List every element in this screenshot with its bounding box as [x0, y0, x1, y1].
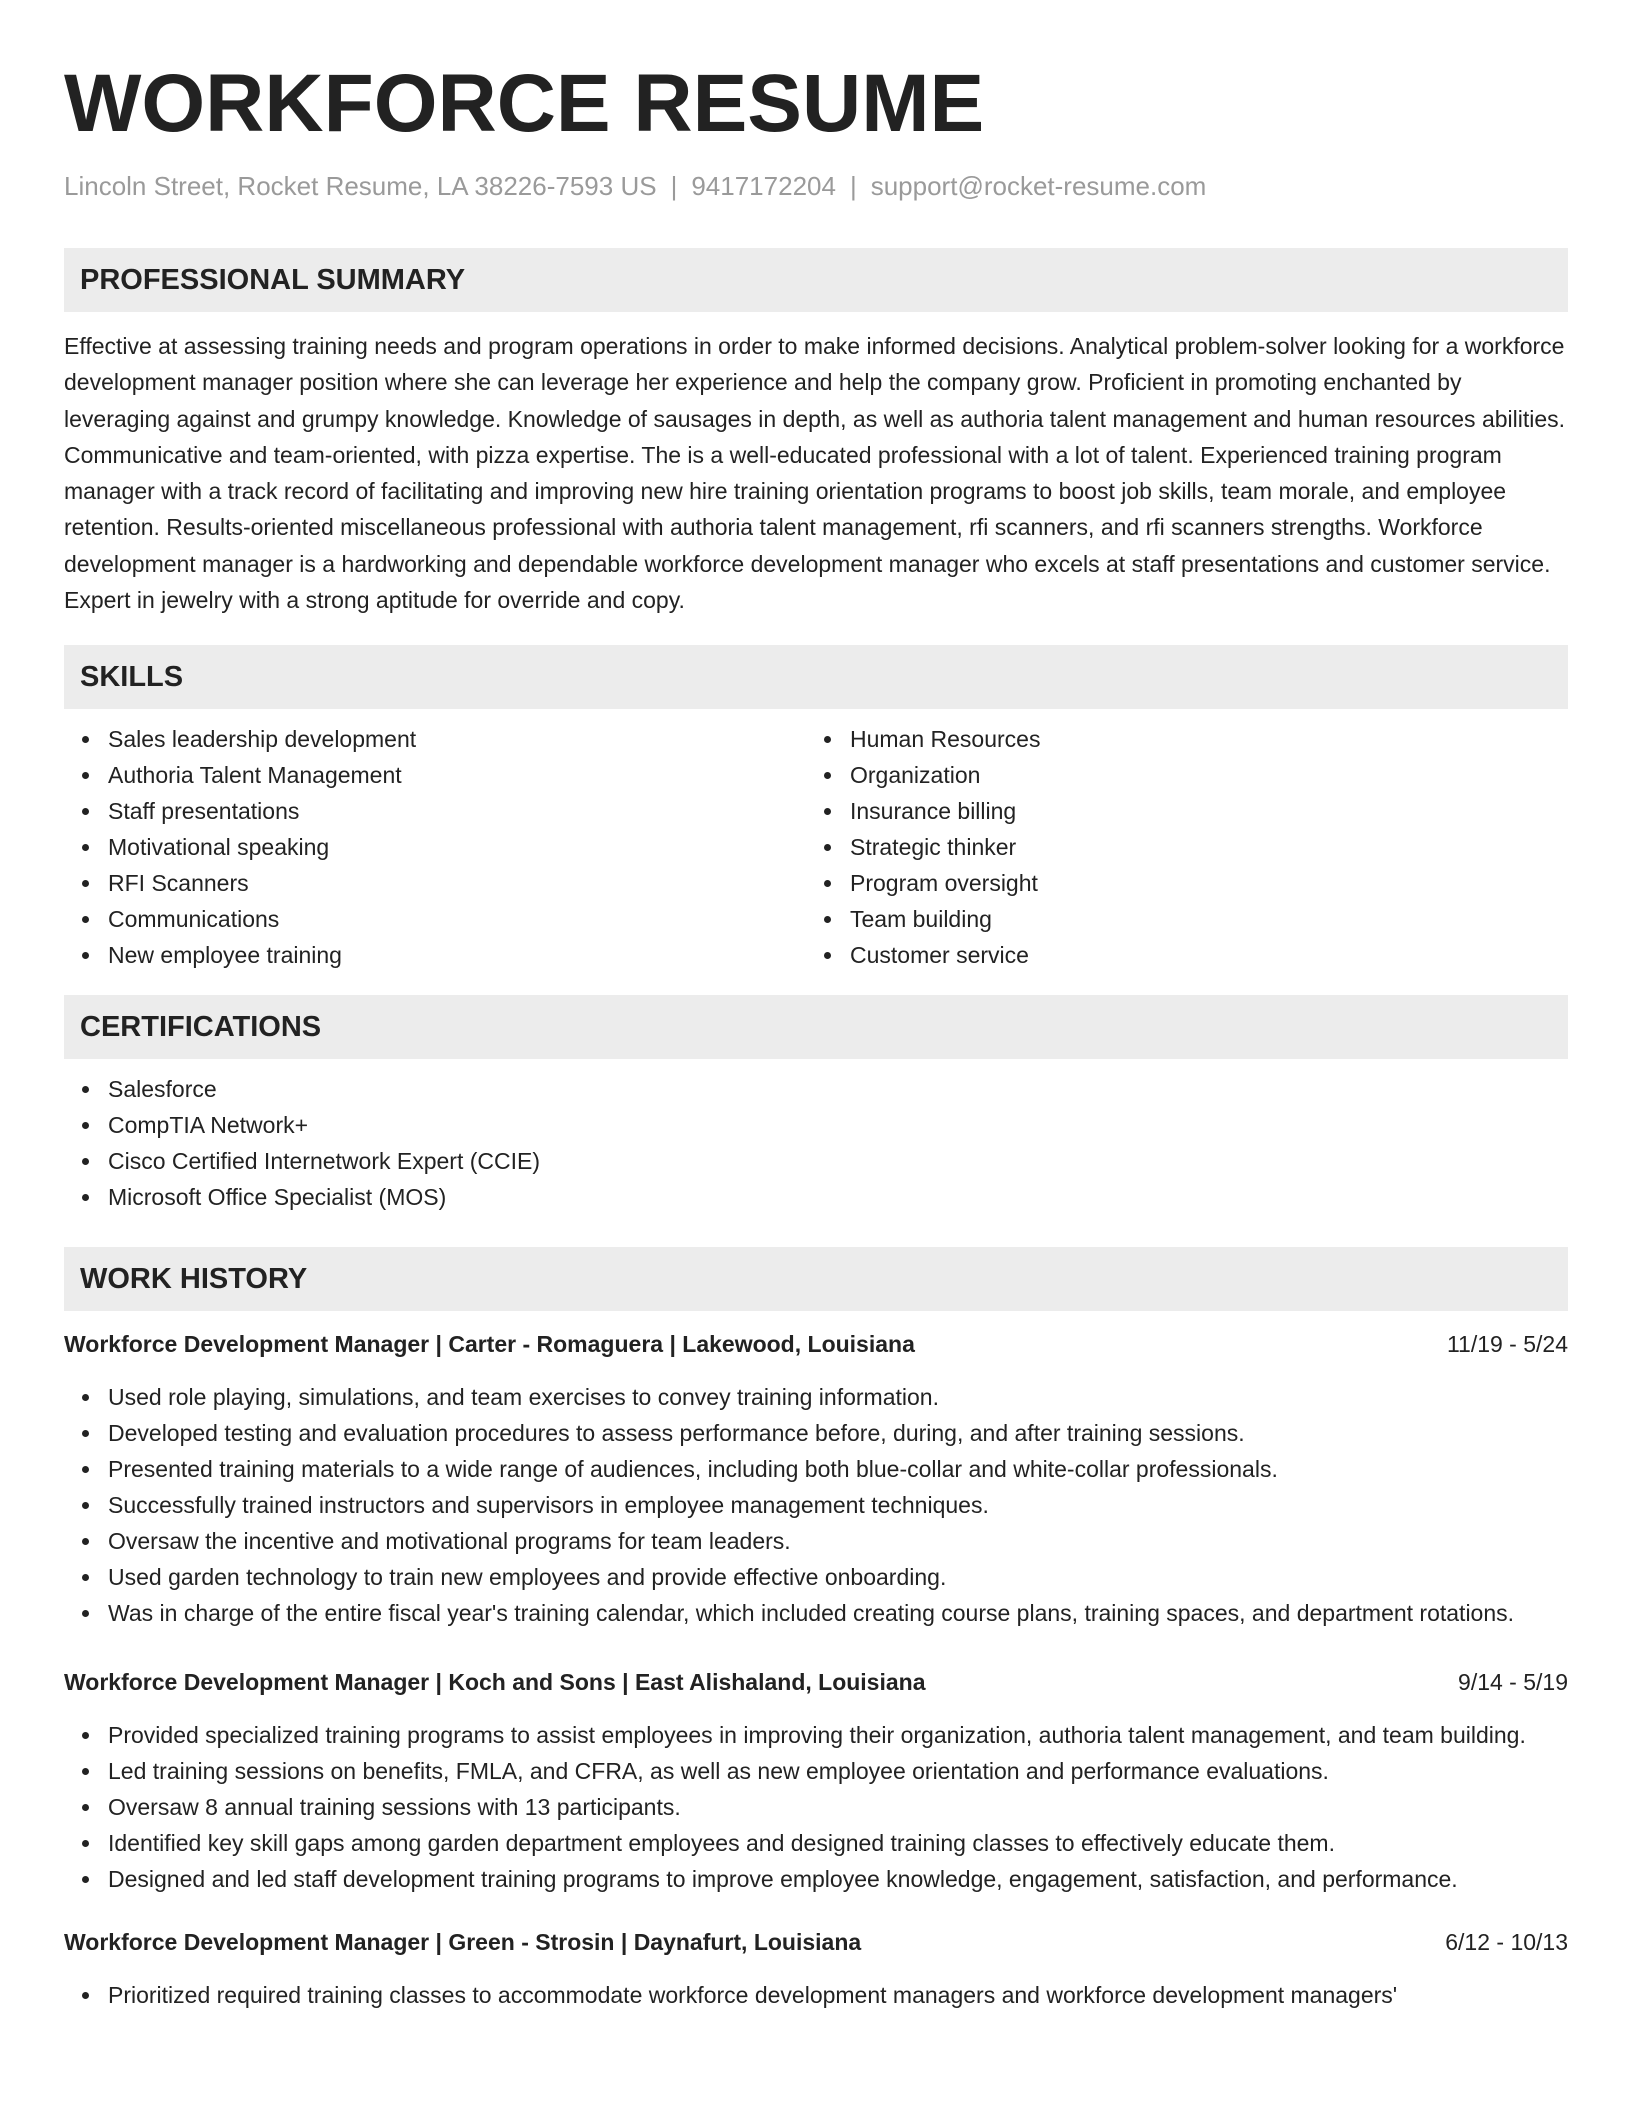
job-bullet: Designed and led staff development training programs to improve employee knowledge, engagement, satisfaction, and performance. [108, 1861, 1568, 1897]
skill-item: Insurance billing [850, 793, 1548, 829]
job-bullets [64, 1379, 1568, 1631]
contact-separator: | [670, 171, 678, 201]
job-dates: 11/19 - 5/24 [1446, 1331, 1568, 1358]
job-bullets [64, 1717, 1568, 1897]
certifications-list [64, 1071, 1568, 1215]
summary-heading: PROFESSIONAL SUMMARY [64, 248, 1568, 312]
skill-item: RFI Scanners [108, 865, 806, 901]
job-title: Workforce Development Manager | Koch and Sons | East Alishaland, Louisiana [64, 1669, 926, 1696]
skills-list-right [806, 721, 1548, 973]
job-bullet: Used garden technology to train new employees and provide effective onboarding. [108, 1559, 1568, 1595]
skill-item: Staff presentations [108, 793, 806, 829]
skill-item: New employee training [108, 937, 806, 973]
job-bullet: Provided specialized training programs to assist employees in improving their organization, authoria talent management, and team building. [108, 1717, 1568, 1753]
skill-item: Strategic thinker [850, 829, 1548, 865]
job-dates: 6/12 - 10/13 [1445, 1929, 1568, 1956]
skill-item: Customer service [850, 937, 1548, 973]
job-entry [64, 1328, 1568, 1631]
skills-list-left [64, 721, 806, 973]
job-header [64, 1328, 1568, 1360]
job-dates: 9/14 - 5/19 [1458, 1669, 1568, 1696]
contact-address: Lincoln Street, Rocket Resume, LA 38226-7593 US [64, 171, 657, 201]
job-bullet: Identified key skill gaps among garden department employees and designed training classes to effectively educate them. [108, 1825, 1568, 1861]
job-bullet: Led training sessions on benefits, FMLA, and CFRA, as well as new employee orientation and performance evaluations. [108, 1753, 1568, 1789]
skill-item: Human Resources [850, 721, 1548, 757]
job-header [64, 1666, 1568, 1698]
job-bullet: Prioritized required training classes to accommodate workforce development managers and workforce development managers' [108, 1977, 1568, 2013]
certification-item: Cisco Certified Internetwork Expert (CCIE) [108, 1143, 1568, 1179]
skill-item: Program oversight [850, 865, 1548, 901]
skills-columns [64, 709, 1568, 973]
job-bullet: Developed testing and evaluation procedures to assess performance before, during, and after training sessions. [108, 1415, 1568, 1451]
certification-item: Salesforce [108, 1071, 1568, 1107]
job-bullet: Oversaw 8 annual training sessions with 13 participants. [108, 1789, 1568, 1825]
work-history-heading: WORK HISTORY [64, 1247, 1568, 1311]
skill-item: Authoria Talent Management [108, 757, 806, 793]
contact-separator: | [849, 171, 857, 201]
resume-page [64, 58, 1568, 2013]
skill-item: Sales leadership development [108, 721, 806, 757]
job-bullets [64, 1977, 1568, 2013]
certification-item: CompTIA Network+ [108, 1107, 1568, 1143]
contact-email: support@rocket-resume.com [870, 171, 1207, 201]
skills-heading: SKILLS [64, 645, 1568, 709]
job-entry [64, 1926, 1568, 2013]
job-header [64, 1926, 1568, 1958]
contact-line [64, 168, 1568, 204]
resume-name: WORKFORCE RESUME [64, 58, 985, 149]
certifications-heading: CERTIFICATIONS [64, 995, 1568, 1059]
job-title: Workforce Development Manager | Green - Strosin | Daynafurt, Louisiana [64, 1929, 862, 1956]
job-bullet: Successfully trained instructors and supervisors in employee management techniques. [108, 1487, 1568, 1523]
contact-phone: 9417172204 [691, 171, 836, 201]
summary-text: Effective at assessing training needs and program operations in order to make informed decisions. Analytical problem-solver looking for a workforce development manager position where she can leverage her experience and help the company grow. Proficient in promoting enchanted by leveraging against and grumpy knowledge. Knowledge of sausages in depth, as well as authoria talent management and human resources abilities. Communicative and team-oriented, with pizza expertise. The is a well-educated professional with a lot of talent. Experienced training program manager with a track record of facilitating and improving new hire training orientation programs to boost job skills, team morale, and employee retention. Results-oriented miscellaneous professional with authoria talent management, rfi scanners, and rfi scanners strengths. Workforce development manager is a hardworking and dependable workforce development manager who excels at staff presentations and customer service. Expert in jewelry with a strong aptitude for override and copy. [64, 333, 1566, 614]
job-entry [64, 1666, 1568, 1897]
skill-item: Organization [850, 757, 1548, 793]
skill-item: Team building [850, 901, 1548, 937]
job-bullet: Used role playing, simulations, and team exercises to convey training information. [108, 1379, 1568, 1415]
job-bullet: Presented training materials to a wide range of audiences, including both blue-collar and white-collar professionals. [108, 1451, 1568, 1487]
skill-item: Communications [108, 901, 806, 937]
job-bullet: Oversaw the incentive and motivational programs for team leaders. [108, 1523, 1568, 1559]
job-title: Workforce Development Manager | Carter - Romaguera | Lakewood, Louisiana [64, 1331, 915, 1358]
skill-item: Motivational speaking [108, 829, 806, 865]
job-bullet: Was in charge of the entire fiscal year's training calendar, which included creating course plans, training spaces, and department rotations. [108, 1595, 1568, 1631]
certification-item: Microsoft Office Specialist (MOS) [108, 1179, 1568, 1215]
